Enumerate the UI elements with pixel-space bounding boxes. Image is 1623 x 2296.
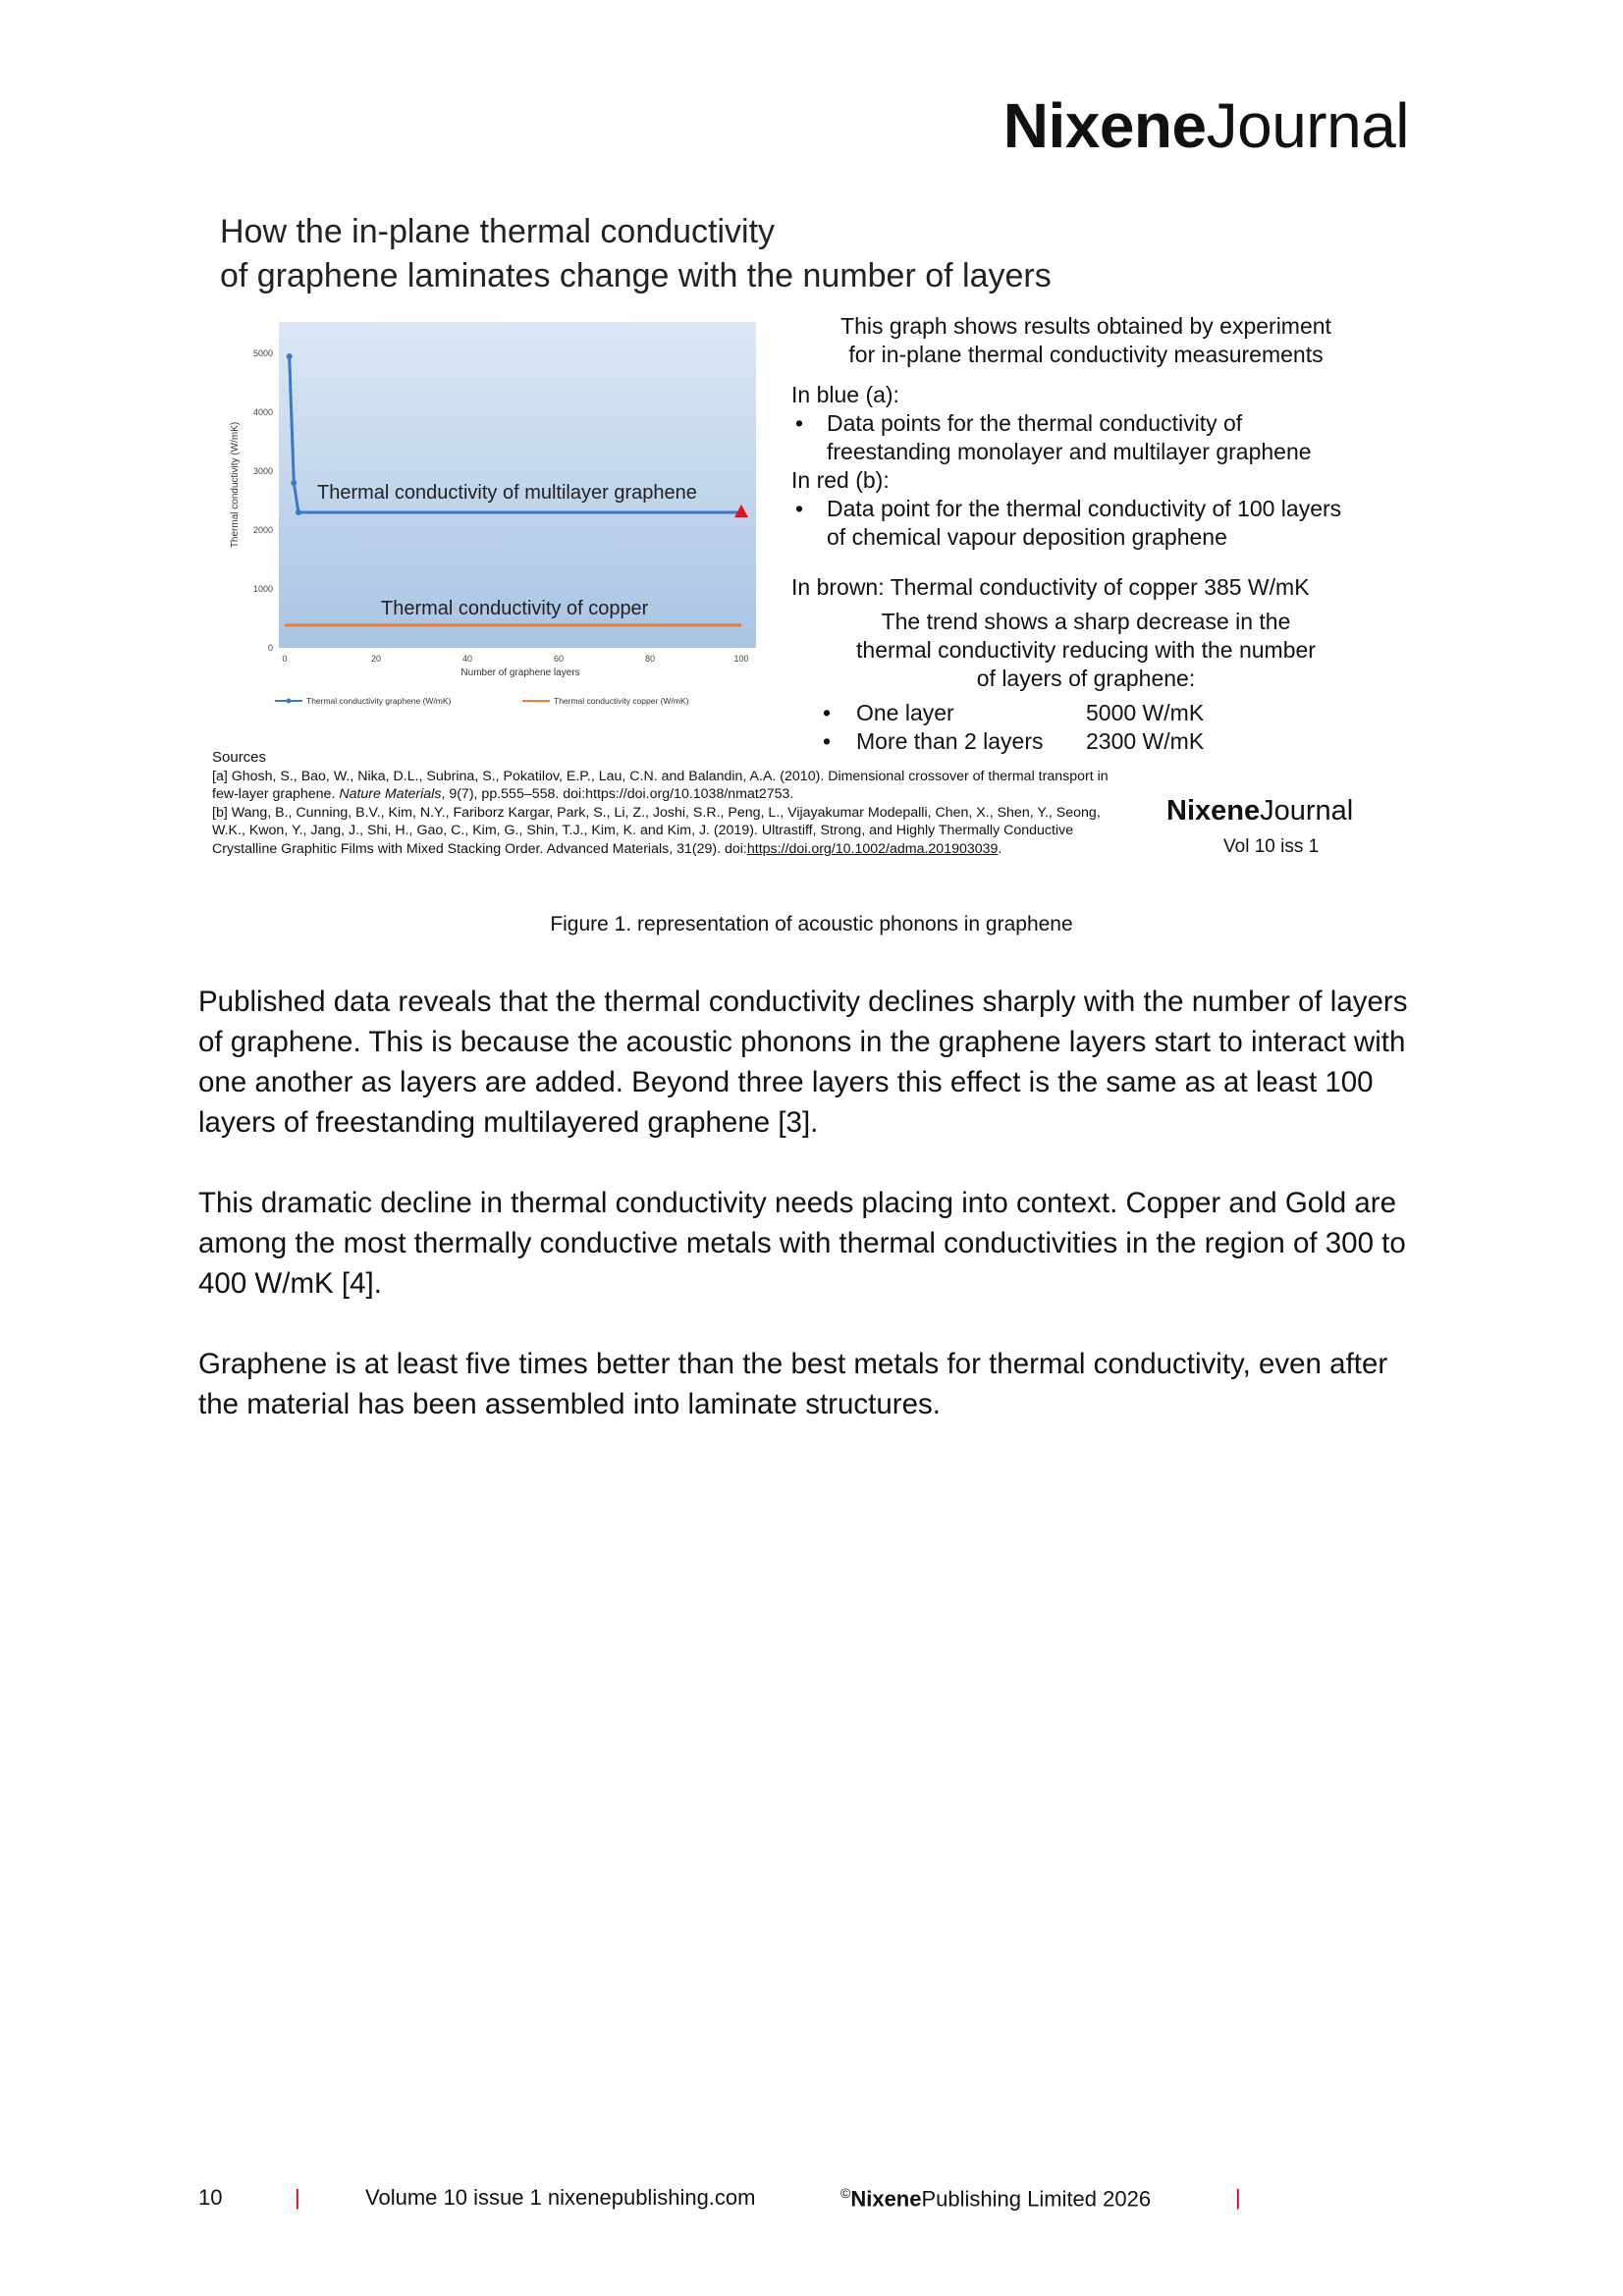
figure-title-line2: of graphene laminates change with the number of layers [220, 257, 1052, 294]
footer-brand: Nixene [850, 2186, 922, 2212]
y-tick-label: 0 [267, 643, 273, 653]
y-tick-label: 5000 [252, 348, 273, 358]
source-a-post: , 9(7), pp.555–558. doi:https://doi.org/10.1038/nmat2753. [441, 786, 794, 803]
annotation-multilayer: Thermal conductivity of multilayer graphene [317, 482, 697, 504]
x-tick-label: 80 [644, 654, 656, 664]
figure-logo [1166, 797, 1353, 826]
figure-caption: Figure 1. representation of acoustic phonons in graphene [550, 913, 1073, 935]
one-layer-label: One layer [856, 700, 954, 725]
source-b-line1: [b] Wang, B., Cunning, B.V., Kim, N.Y., Fariborz Kargar, Park, S., Li, Z., Joshi, S.R., Peng, L., Vijayakumar Modepalli, Chen, X., Shen, Y., Seong, [212, 804, 1101, 821]
chart [216, 312, 776, 715]
x-tick-label: 60 [553, 654, 565, 664]
bullet-glyph: • [823, 700, 832, 725]
y-tick-label: 1000 [252, 584, 273, 594]
body-paragraph-2: This dramatic decline in thermal conductivity needs placing into context. Copper and Gold are among the most thermally conductive metals with thermal conductivities in the region of 300 to 400 W/mK [4]. [198, 1187, 1406, 1300]
graphene-data-point [291, 480, 297, 486]
red-line2: of chemical vapour deposition graphene [827, 524, 1227, 550]
footer-copyright [840, 2185, 1151, 2212]
footer-separator-2: | [1235, 2185, 1241, 2210]
intro-line1: This graph shows results obtained by experiment [840, 313, 1331, 339]
chart-svg [216, 312, 776, 715]
intro-line2: for in-plane thermal conductivity measurements [848, 342, 1324, 367]
graphene-data-point [296, 509, 301, 515]
figure-logo-brand: Nixene [1166, 795, 1261, 827]
source-b-line3 [212, 840, 1155, 859]
y-tick-label: 4000 [252, 407, 273, 417]
source-b-line2: W.K., Kwon, Y., Jang, J., Shi, H., Gao, C., Kim, G., Shin, T.J., Kim, K. and Kim, J. (2019). Ultrastiff, Strong, and Highly Thermally Conductive [212, 823, 1074, 839]
blue-line1: Data points for the thermal conductivity of [827, 410, 1243, 436]
brown-line: In brown: Thermal conductivity of copper 385 W/mK [791, 574, 1310, 600]
source-a-text: [a] Ghosh, S., Bao, W., Nika, D.L., Subrina, S., Pokatilov, E.P., Lau, C.N. and Balandin, A.A. (2010). Dimensional crossover of thermal transport in few-layer graphene. [212, 768, 1109, 803]
source-a [212, 768, 1135, 804]
trend-line1: The trend shows a sharp decrease in the [881, 609, 1291, 634]
source-b-line3-text: Crystalline Graphitic Films with Mixed Stacking Order. Advanced Materials, 31(29). doi: [212, 840, 747, 857]
x-tick-label: 100 [733, 654, 749, 664]
x-tick-label: 0 [282, 654, 288, 664]
y-axis-label: Thermal conductivity (W/mK) [230, 421, 241, 549]
y-tick-label: 3000 [252, 466, 273, 476]
one-layer-value: 5000 W/mK [1086, 700, 1205, 725]
footer-page-number: 10 [198, 2185, 223, 2210]
footer-volume-site: Volume 10 issue 1 nixenepublishing.com [365, 2185, 756, 2210]
source-b-end: . [998, 840, 1002, 857]
trend-line2: thermal conductivity reducing with the number [856, 637, 1316, 663]
logo-brand: Nixene [1002, 90, 1207, 161]
figure-volume: Vol 10 iss 1 [1223, 836, 1320, 857]
blue-heading: In blue (a): [791, 382, 899, 407]
logo-rest: Journal [1206, 90, 1409, 161]
red-heading: In red (b): [791, 467, 890, 493]
more-layers-value: 2300 W/mK [1086, 728, 1205, 754]
footer-publisher: Publishing Limited 2026 [921, 2186, 1152, 2212]
figure-sources [212, 749, 1155, 859]
one-layer-row [791, 699, 1380, 727]
copyright-symbol: © [840, 2185, 851, 2201]
figure-logo-rest: Journal [1260, 795, 1354, 827]
footer-separator-1: | [295, 2185, 300, 2210]
trend-line3: of layers of graphene: [976, 666, 1196, 691]
x-axis-label: Number of graphene layers [460, 667, 580, 678]
blue-bullet [791, 409, 1380, 466]
y-tick-label: 2000 [252, 525, 273, 535]
journal-logo [1002, 90, 1409, 161]
bullet-glyph: • [823, 728, 832, 754]
red-line1: Data point for the thermal conductivity of 100 layers [827, 496, 1342, 521]
figure-explanation [791, 312, 1380, 756]
figure-title-line1: How the in-plane thermal conductivity [220, 213, 776, 250]
source-a-journal: Nature Materials [339, 786, 442, 803]
annotation-copper: Thermal conductivity of copper [381, 598, 649, 619]
sources-title: Sources [212, 749, 267, 766]
bullet-glyph: • [795, 496, 804, 521]
source-b-doi-link[interactable]: https://doi.org/10.1002/adma.201903039 [746, 840, 999, 857]
body-paragraph-3: Graphene is at least five times better than the best metals for thermal conductivity, even after the material has been assembled into laminate structures. [198, 1348, 1388, 1420]
legend-copper-label: Thermal conductivity copper (W/mK) [554, 696, 689, 706]
more-layers-label: More than 2 layers [856, 728, 1044, 754]
blue-line2: freestanding monolayer and multilayer graphene [827, 439, 1312, 464]
legend-graphene-marker [287, 699, 292, 704]
body-paragraph-1: Published data reveals that the thermal conductivity declines sharply with the number of layers of graphene. This is because the acoustic phonons in the graphene layers start to interact with one another as layers are added. Beyond three layers this effect is the same as at least 100 layers of freestanding multilayered graphene [3]. [198, 986, 1408, 1139]
bullet-glyph: • [795, 410, 804, 436]
article-body [198, 982, 1416, 1465]
legend [275, 696, 689, 706]
legend-graphene-label: Thermal conductivity graphene (W/mK) [306, 696, 452, 706]
x-tick-label: 20 [370, 654, 382, 664]
graphene-data-point [287, 353, 293, 359]
figure-title [220, 210, 1052, 298]
x-tick-label: 40 [461, 654, 473, 664]
red-bullet [791, 495, 1380, 552]
